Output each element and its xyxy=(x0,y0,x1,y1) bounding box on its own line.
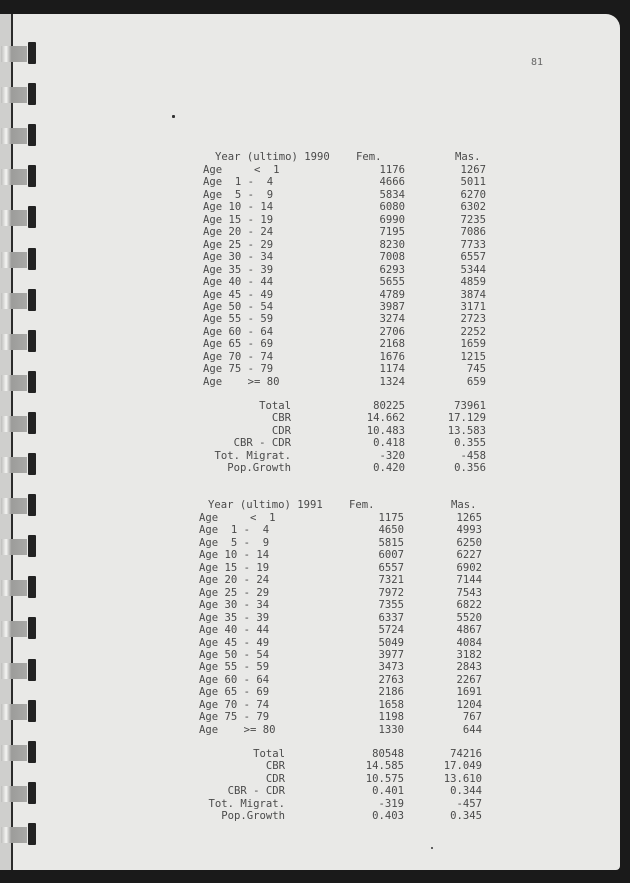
male-count: 2843 xyxy=(456,661,482,674)
female-count: 1324 xyxy=(379,375,405,388)
male-count: 4993 xyxy=(456,524,482,537)
ring-wire xyxy=(1,46,27,62)
age-group-label: Age >= 80 xyxy=(199,723,276,736)
male-count: 2267 xyxy=(456,673,482,686)
ring-wire xyxy=(1,169,27,185)
female-count: 4650 xyxy=(378,524,404,537)
punch-hole xyxy=(28,576,36,598)
male-count: 6902 xyxy=(456,561,482,574)
punch-hole xyxy=(28,700,36,722)
male-count: 6250 xyxy=(456,536,482,549)
ring-wire xyxy=(1,210,27,226)
age-group-label: Age 70 - 74 xyxy=(203,350,274,363)
female-value: 80548 xyxy=(372,748,404,760)
binding-ring xyxy=(0,412,36,434)
female-count: 2706 xyxy=(379,325,405,338)
male-value: -458 xyxy=(460,449,486,462)
age-group-label: Age 20 - 24 xyxy=(199,574,270,587)
ring-wire xyxy=(1,252,27,268)
header-mas-label: Mas. xyxy=(455,151,481,163)
female-value: 80225 xyxy=(373,400,405,412)
female-value: 0.418 xyxy=(373,437,405,450)
binding-ring xyxy=(0,330,36,352)
summary-label: Pop.Growth xyxy=(221,810,285,823)
age-group-label: Age 65 - 69 xyxy=(199,686,270,699)
female-count: 7972 xyxy=(378,586,404,599)
age-group-label: Age 75 - 79 xyxy=(199,711,270,724)
punch-hole xyxy=(28,453,36,475)
binding-ring xyxy=(0,165,36,187)
binding-ring xyxy=(0,782,36,804)
age-group-label: Age 10 - 14 xyxy=(203,201,274,214)
punch-hole xyxy=(28,659,36,681)
age-group-label: Age >= 80 xyxy=(203,375,280,388)
female-value: -320 xyxy=(379,449,405,462)
male-count: 7144 xyxy=(456,574,482,587)
paper-speck xyxy=(431,847,433,849)
ring-wire xyxy=(1,128,27,144)
male-count: 3182 xyxy=(456,648,482,661)
female-count: 3987 xyxy=(379,300,405,313)
summary-label: CDR xyxy=(265,772,285,785)
punch-hole xyxy=(28,42,36,64)
punch-hole xyxy=(28,617,36,639)
female-count: 6007 xyxy=(378,549,404,562)
summary-label: Tot. Migrat. xyxy=(214,449,291,462)
punch-hole xyxy=(28,535,36,557)
male-value: -457 xyxy=(456,797,482,810)
female-count: 1198 xyxy=(378,711,404,724)
male-count: 7086 xyxy=(460,226,486,239)
female-count: 5655 xyxy=(379,276,405,289)
male-count: 1267 xyxy=(460,164,486,176)
age-group-label: Age 45 - 49 xyxy=(199,636,270,649)
female-value: 10.483 xyxy=(366,424,405,437)
ring-wire xyxy=(1,87,27,103)
ring-wire xyxy=(1,827,27,843)
female-value: 0.420 xyxy=(373,462,405,475)
ring-wire xyxy=(1,293,27,309)
header-fem-label: Fem. xyxy=(349,499,375,511)
male-count: 6822 xyxy=(456,599,482,612)
male-count: 767 xyxy=(462,711,482,724)
age-group-label: Age 1 - 4 xyxy=(199,524,270,537)
female-count: 2168 xyxy=(379,338,405,351)
summary-label: CBR xyxy=(271,412,291,425)
ring-wire xyxy=(1,704,27,720)
female-count: 1676 xyxy=(379,350,405,363)
female-value: 10.575 xyxy=(365,772,404,785)
female-count: 6990 xyxy=(379,213,405,226)
punch-hole xyxy=(28,741,36,763)
summary-label: CBR xyxy=(265,760,285,773)
binding-ring xyxy=(0,535,36,557)
table-header xyxy=(208,499,477,512)
ring-wire xyxy=(1,457,27,473)
male-value: 17.129 xyxy=(447,412,486,425)
female-count: 5815 xyxy=(378,536,404,549)
punch-hole xyxy=(28,124,36,146)
binding-ring xyxy=(0,576,36,598)
female-count: 5834 xyxy=(379,188,405,201)
age-group-label: Age 30 - 34 xyxy=(203,251,274,264)
female-count: 3977 xyxy=(378,648,404,661)
female-count: 2763 xyxy=(378,673,404,686)
age-group-label: Age 40 - 44 xyxy=(199,624,270,637)
male-count: 3874 xyxy=(460,288,486,301)
age-group-label: Age 20 - 24 xyxy=(203,226,274,239)
male-value: 74216 xyxy=(450,748,482,760)
age-group-label: Age 70 - 74 xyxy=(199,698,270,711)
summary-label: CDR xyxy=(271,424,291,437)
punch-hole xyxy=(28,782,36,804)
binding-ring xyxy=(0,617,36,639)
age-group-label: Age 55 - 59 xyxy=(199,661,270,674)
male-count: 5344 xyxy=(460,263,486,276)
ring-wire xyxy=(1,334,27,350)
male-count: 6227 xyxy=(456,549,482,562)
age-group-label: Age 30 - 34 xyxy=(199,599,270,612)
punch-hole xyxy=(28,330,36,352)
female-count: 6337 xyxy=(378,611,404,624)
male-count: 6557 xyxy=(460,251,486,264)
age-group-label: Age 15 - 19 xyxy=(199,561,270,574)
age-group-label: Age 65 - 69 xyxy=(203,338,274,351)
age-group-label: Age 40 - 44 xyxy=(203,276,274,289)
punch-hole xyxy=(28,206,36,228)
age-group-label: Age 75 - 79 xyxy=(203,363,274,376)
age-group-label: Age 45 - 49 xyxy=(203,288,274,301)
male-count: 4867 xyxy=(456,624,482,637)
age-group-label: Age 60 - 64 xyxy=(203,325,274,338)
age-group-label: Age 50 - 54 xyxy=(199,648,270,661)
male-count: 2252 xyxy=(460,325,486,338)
age-group-label: Age < 1 xyxy=(199,512,276,524)
male-count: 1215 xyxy=(460,350,486,363)
binding-ring xyxy=(0,700,36,722)
male-count: 7733 xyxy=(460,238,486,251)
female-count: 1658 xyxy=(378,698,404,711)
female-count: 6557 xyxy=(378,561,404,574)
age-group-label: Age 25 - 29 xyxy=(203,238,274,251)
age-group-label: Age 35 - 39 xyxy=(199,611,270,624)
ring-wire xyxy=(1,663,27,679)
header-year-label: Year (ultimo) 1991 xyxy=(208,499,323,511)
ring-wire xyxy=(1,745,27,761)
ring-wire xyxy=(1,539,27,555)
binding-ring xyxy=(0,453,36,475)
binding-ring xyxy=(0,83,36,105)
age-group-label: Age 15 - 19 xyxy=(203,213,274,226)
male-count: 7235 xyxy=(460,213,486,226)
male-count: 1204 xyxy=(456,698,482,711)
female-value: 14.585 xyxy=(365,760,404,773)
age-group-label: Age 50 - 54 xyxy=(203,300,274,313)
binding-ring xyxy=(0,42,36,64)
male-count: 5011 xyxy=(460,176,486,189)
paper-speck xyxy=(172,115,175,118)
male-count: 4859 xyxy=(460,276,486,289)
header-year-label: Year (ultimo) 1990 xyxy=(215,151,330,163)
punch-hole xyxy=(28,494,36,516)
male-count: 745 xyxy=(466,363,486,376)
age-group-label: Age < 1 xyxy=(203,164,280,176)
punch-hole xyxy=(28,289,36,311)
female-count: 8230 xyxy=(379,238,405,251)
male-count: 5520 xyxy=(456,611,482,624)
male-count: 2723 xyxy=(460,313,486,326)
female-value: -319 xyxy=(378,797,404,810)
male-count: 7543 xyxy=(456,586,482,599)
age-group-label: Age 35 - 39 xyxy=(203,263,274,276)
age-group-label: Age 60 - 64 xyxy=(199,673,270,686)
male-value: 0.355 xyxy=(454,437,486,450)
binding-ring xyxy=(0,289,36,311)
male-count: 4084 xyxy=(456,636,482,649)
ring-wire xyxy=(1,498,27,514)
table-header xyxy=(215,151,481,164)
summary-label: CBR - CDR xyxy=(233,437,291,450)
header-fem-label: Fem. xyxy=(356,151,382,163)
binding-ring xyxy=(0,741,36,763)
male-count: 659 xyxy=(466,375,486,388)
ring-wire xyxy=(1,621,27,637)
male-value: 73961 xyxy=(454,400,486,412)
female-count: 2186 xyxy=(378,686,404,699)
age-group-label: Age 1 - 4 xyxy=(203,176,274,189)
female-count: 3274 xyxy=(379,313,405,326)
female-count: 7008 xyxy=(379,251,405,264)
male-value: 0.345 xyxy=(450,810,482,823)
binding-ring xyxy=(0,659,36,681)
male-value: 17.049 xyxy=(443,760,482,773)
female-count: 3473 xyxy=(378,661,404,674)
female-count: 6080 xyxy=(379,201,405,214)
male-count: 644 xyxy=(462,723,482,736)
male-value: 0.356 xyxy=(454,462,486,475)
female-count: 4666 xyxy=(379,176,405,189)
male-value: 13.610 xyxy=(443,772,482,785)
female-count: 4789 xyxy=(379,288,405,301)
header-mas-label: Mas. xyxy=(451,499,477,511)
female-count: 1330 xyxy=(378,723,404,736)
male-count: 1691 xyxy=(456,686,482,699)
binding-ring xyxy=(0,823,36,845)
male-count: 6302 xyxy=(460,201,486,214)
female-value: 14.662 xyxy=(366,412,405,425)
binding-ring xyxy=(0,248,36,270)
ring-wire xyxy=(1,580,27,596)
summary-label: Tot. Migrat. xyxy=(208,797,285,810)
document-page xyxy=(11,14,620,870)
binding-ring xyxy=(0,494,36,516)
ring-wire xyxy=(1,375,27,391)
punch-hole xyxy=(28,412,36,434)
female-value: 0.401 xyxy=(372,785,404,798)
female-count: 1174 xyxy=(379,363,405,376)
punch-hole xyxy=(28,165,36,187)
female-count: 6293 xyxy=(379,263,405,276)
female-count: 7321 xyxy=(378,574,404,587)
female-value: 0.403 xyxy=(372,810,404,823)
male-count: 1265 xyxy=(456,512,482,524)
ring-wire xyxy=(1,416,27,432)
female-count: 5724 xyxy=(378,624,404,637)
page-number: 81 xyxy=(531,57,544,68)
female-count: 5049 xyxy=(378,636,404,649)
male-count: 6270 xyxy=(460,188,486,201)
female-count: 7195 xyxy=(379,226,405,239)
age-group-label: Age 55 - 59 xyxy=(203,313,274,326)
binding-ring xyxy=(0,124,36,146)
summary-label: Total xyxy=(259,400,291,412)
punch-hole xyxy=(28,371,36,393)
female-count: 7355 xyxy=(378,599,404,612)
male-count: 1659 xyxy=(460,338,486,351)
age-group-label: Age 10 - 14 xyxy=(199,549,270,562)
summary-label: CBR - CDR xyxy=(227,785,285,798)
binding-ring xyxy=(0,371,36,393)
punch-hole xyxy=(28,83,36,105)
age-group-label: Age 5 - 9 xyxy=(199,536,270,549)
punch-hole xyxy=(28,248,36,270)
summary-label: Pop.Growth xyxy=(227,462,291,475)
ring-wire xyxy=(1,786,27,802)
summary-label: Total xyxy=(253,748,285,760)
binding-ring xyxy=(0,206,36,228)
male-count: 3171 xyxy=(460,300,486,313)
punch-hole xyxy=(28,823,36,845)
female-count: 1176 xyxy=(379,164,405,176)
age-group-label: Age 5 - 9 xyxy=(203,188,274,201)
male-value: 13.583 xyxy=(447,424,486,437)
female-count: 1175 xyxy=(378,512,404,524)
male-value: 0.344 xyxy=(450,785,482,798)
age-group-label: Age 25 - 29 xyxy=(199,586,270,599)
